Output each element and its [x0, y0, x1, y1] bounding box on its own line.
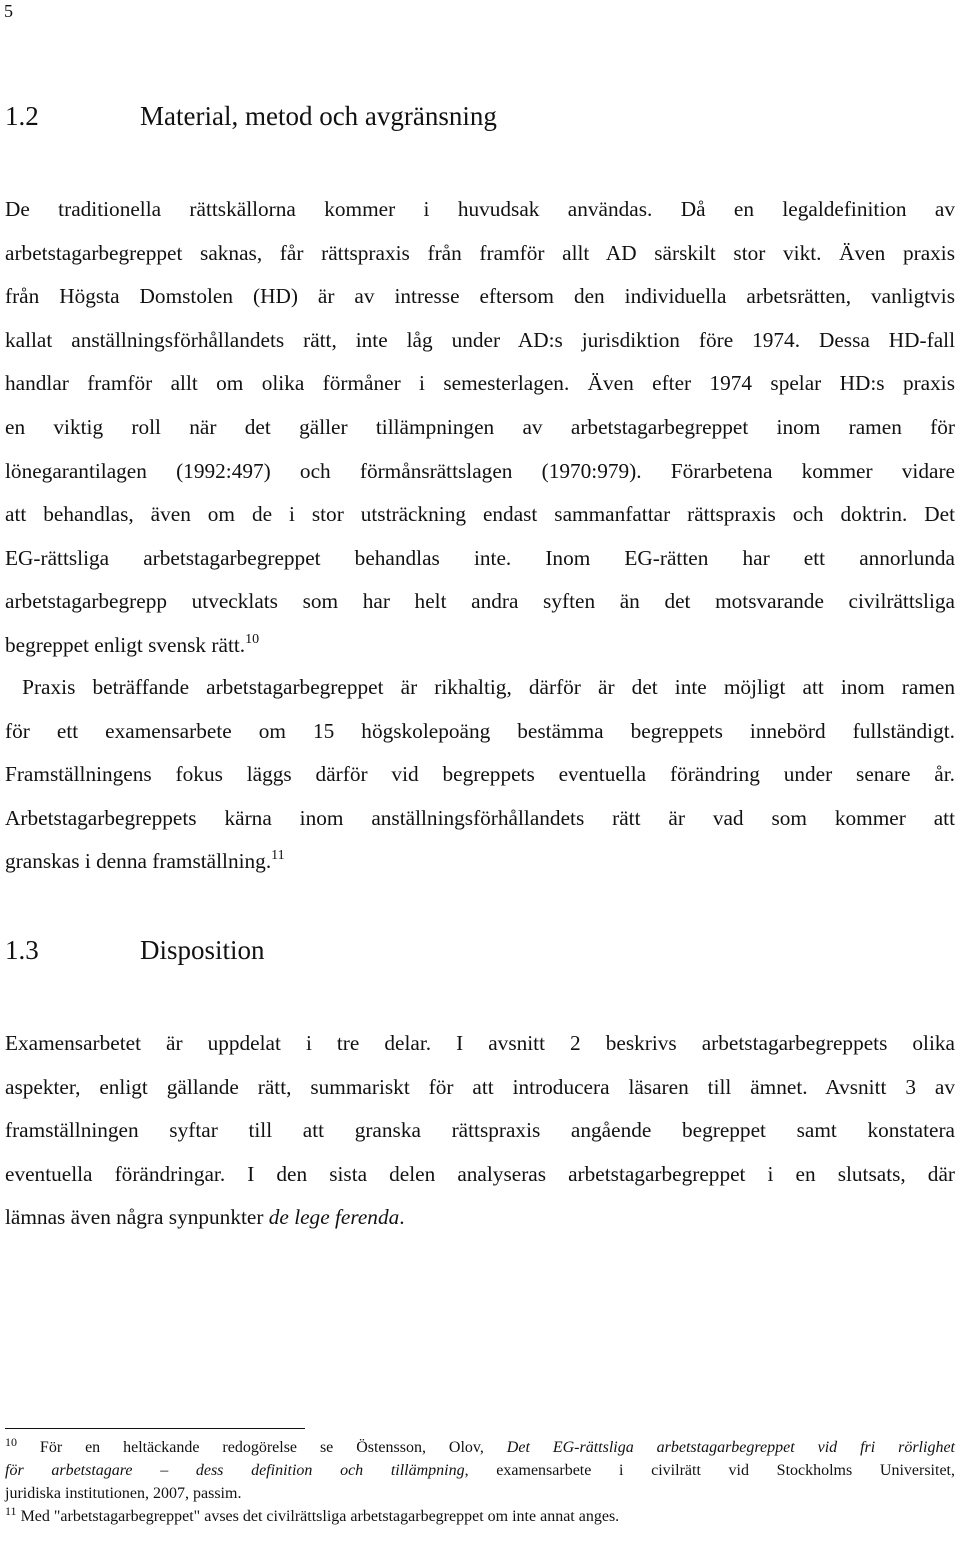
- text-line: handlar framför allt om olika förmåner i semesterlagen. Även efter 1974 spelar HD:s praxis: [5, 371, 955, 396]
- footnote-10-line-3: juridiska institutionen, 2007, passim.: [5, 1485, 242, 1502]
- text-line: för ett examensarbete om 15 högskolepoäng bestämma begreppets innebörd fullständigt.: [5, 718, 955, 743]
- footnotes: [5, 1436, 955, 1528]
- footnote-11: [5, 1505, 955, 1528]
- text-line: Examensarbetet är uppdelat i tre delar. I avsnitt 2 beskrivs arbetstagarbegreppets olika: [5, 1031, 955, 1055]
- text-line: kallat anställningsförhållandets rätt, inte låg under AD:s jurisdiktion före 1974. Dessa HD-fall: [5, 327, 955, 352]
- footnote-reference[interactable]: 11: [271, 848, 285, 864]
- text-line: en viktig roll när det gäller tillämpningen av arbetstagarbegreppet inom ramen för: [5, 414, 955, 439]
- section-heading-1-3: [5, 933, 265, 967]
- section-number: 1.3: [5, 935, 39, 965]
- italic-term: de lege ferenda: [268, 1205, 400, 1230]
- text-line: De traditionella rättskällorna kommer i huvudsak användas. Då en legaldefinition av: [5, 197, 955, 221]
- text-line: [5, 624, 955, 668]
- text-line: Praxis beträffande arbetstagarbegreppet är rikhaltig, därför är det inte möjligt att inom ramen: [5, 675, 955, 699]
- footnote-separator: [5, 1428, 305, 1429]
- footnote-citation-title: Det EG-rättsliga arbetstagarbegreppet vid fri rörlighet: [506, 1439, 955, 1456]
- text-line: framställningen syftar till att granska rättspraxis angående begreppet samt konstatera: [5, 1118, 955, 1143]
- footnote-text: För en heltäckande redogörelse se Östensson, Olov,: [17, 1439, 507, 1456]
- text-fragment: lämnas även några synpunkter: [5, 1205, 269, 1230]
- footnote-text: , examensarbete i civilrätt vid Stockholms Universitet,: [464, 1462, 955, 1479]
- text-fragment: begreppet enligt svensk rätt.: [5, 632, 246, 657]
- text-line: från Högsta Domstolen (HD) är av intresse eftersom den individuella arbetsrätten, vanligtvis: [5, 284, 955, 309]
- text-fragment: .: [399, 1205, 405, 1230]
- section-heading-1-2: [5, 99, 497, 133]
- footnote-10-line-2: [5, 1459, 955, 1482]
- text-fragment: granskas i denna framställning.: [5, 849, 272, 874]
- footnote-text: Med "arbetstagarbegreppet" avses det civilrättsliga arbetstagarbegreppet om inte annat anges.: [16, 1508, 620, 1525]
- section-number: 1.2: [5, 101, 39, 131]
- text-line: arbetstagarbegrepp utvecklats som har helt andra syften än det motsvarande civilrättsliga: [5, 589, 955, 614]
- paragraph-praxis: [5, 666, 955, 884]
- footnote-reference[interactable]: 10: [245, 631, 260, 647]
- text-line: aspekter, enligt gällande rätt, summariskt för att introducera läsaren till ämnet. Avsnitt 3 av: [5, 1074, 955, 1099]
- text-line: Framställningens fokus läggs därför vid begreppets eventuella förändring under senare år.: [5, 762, 955, 787]
- text-line: arbetstagarbegreppet saknas, får rättspraxis från framför allt AD särskilt stor vikt. Även praxis: [5, 240, 955, 265]
- text-line: eventuella förändringar. I den sista delen analyseras arbetstagarbegreppet i en slutsats, där: [5, 1161, 955, 1186]
- text-line: [5, 840, 955, 884]
- footnote-citation-title: för arbetstagare – dess definition och tillämpning: [5, 1462, 465, 1479]
- footnote-number: 11: [5, 1504, 17, 1518]
- section-title: Material, metod och avgränsning: [140, 101, 497, 131]
- text-line: att behandlas, även om de i stor utsträckning endast sammanfattar rättspraxis och doktrin. Det: [5, 502, 955, 527]
- paragraph-disposition: [5, 1022, 955, 1240]
- footnote-10: [5, 1436, 955, 1459]
- text-line: [5, 1196, 955, 1240]
- text-line: Arbetstagarbegreppets kärna inom anställningsförhållandets rätt är vad som kommer att: [5, 805, 955, 830]
- text-line: lönegarantilagen (1992:497) och förmånsrättslagen (1970:979). Förarbetena kommer vidare: [5, 458, 955, 483]
- page-number: 5: [4, 1, 13, 21]
- paragraph-material: [5, 188, 955, 668]
- text-line: EG-rättsliga arbetstagarbegreppet behandlas inte. Inom EG-rätten har ett annorlunda: [5, 545, 955, 570]
- footnote-number: 10: [5, 1435, 17, 1449]
- section-title: Disposition: [140, 935, 265, 965]
